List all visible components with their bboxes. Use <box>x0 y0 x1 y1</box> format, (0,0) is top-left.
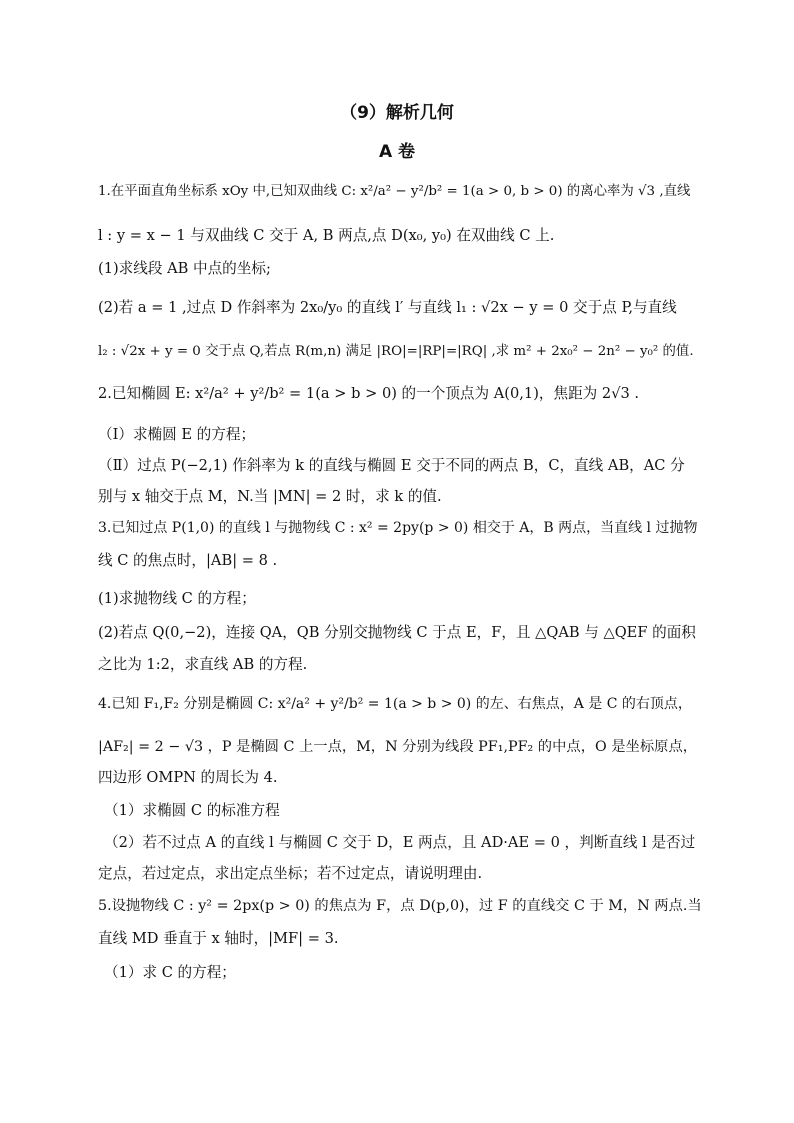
problem-4-part-1: （1）求椭圆 C 的标准方程 <box>104 802 280 819</box>
problem-2-line-1: 2.已知椭圆 E: x²/a² + y²/b² = 1(a > b > 0) 的一个顶点为 A(0,1)，焦距为 2√3 . <box>98 385 640 402</box>
problem-5-line-2: 直线 MD 垂直于 x 轴时，|MF| = 3. <box>98 930 339 947</box>
problem-1-part-2-cont: l₂ : √2x + y = 0 交于点 Q,若点 R(m,n) 满足 |RO|=|RP|=|RQ| ,求 m² + 2x₀² − 2n² − y₀² 的值. <box>98 344 694 359</box>
problem-3-part-2: (2)若点 Q(0,−2)，连接 QA，QB 分别交抛物线 C 于点 E，F，且 △QAB 与 △QEF 的面积 <box>98 624 696 641</box>
section-subtitle: A 卷 <box>378 142 416 162</box>
problem-3-part-2-cont: 之比为 1:2，求直线 AB 的方程. <box>98 656 308 673</box>
problem-1-part-2: (2)若 a = 1 ,过点 D 作斜率为 2x₀/y₀ 的直线 l′ 与直线 l₁ : √2x − y = 0 交于点 P,与直线 <box>98 299 677 316</box>
problem-2-part-2-cont: 别与 x 轴交于点 M，N.当 |MN| = 2 时，求 k 的值. <box>98 488 442 505</box>
problem-3-part-1: (1)求抛物线 C 的方程； <box>98 590 256 607</box>
problem-4-line-2: |AF₂| = 2 − √3 ，P 是椭圆 C 上一点，M，N 分别为线段 PF₁,PF₂ 的中点，O 是坐标原点， <box>98 739 698 755</box>
problem-2-part-1: （Ⅰ）求椭圆 E 的方程； <box>98 426 256 443</box>
problem-4-part-2-cont: 定点，若过定点，求出定点坐标；若不过定点，请说明理由. <box>98 865 483 882</box>
problem-4-line-3: 四边形 OMPN 的周长为 4. <box>98 769 278 786</box>
problem-2-part-2: （Ⅱ）过点 P(−2,1) 作斜率为 k 的直线与椭圆 E 交于不同的两点 B，C，直线 AB，AC 分 <box>98 457 685 474</box>
problem-5-part-1: （1）求 C 的方程； <box>104 964 236 981</box>
problem-5-line-1: 5.设抛物线 C : y² = 2px(p > 0) 的焦点为 F，点 D(p,0)，过 F 的直线交 C 于 M，N 两点.当 <box>98 898 702 914</box>
problem-1-line-1: 1.在平面直角坐标系 xOy 中,已知双曲线 C: x²/a² − y²/b² = 1(a > 0, b > 0) 的离心率为 √3 ,直线 <box>98 184 691 199</box>
problem-3-line-1: 3.已知过点 P(1,0) 的直线 l 与抛物线 C : x² = 2py(p > 0) 相交于 A，B 两点，当直线 l 过抛物 <box>98 520 698 536</box>
problem-3-line-2: 线 C 的焦点时，|AB| = 8 . <box>98 552 278 569</box>
problem-4-line-1: 4.已知 F₁,F₂ 分别是椭圆 C: x²/a² + y²/b² = 1(a > b > 0) 的左、右焦点，A 是 C 的右顶点， <box>98 696 692 712</box>
problem-4-part-2: （2）若不过点 A 的直线 l 与椭圆 C 交于 D，E 两点，且 AD·AE = 0 ，判断直线 l 是否过 <box>104 834 696 851</box>
problem-1-part-1: (1)求线段 AB 中点的坐标; <box>98 260 271 277</box>
problem-1-line-2: l : y = x − 1 与双曲线 C 交于 A, B 两点,点 D(x₀, y₀) 在双曲线 C 上. <box>98 227 555 244</box>
page-title: （9）解析几何 <box>340 103 454 123</box>
